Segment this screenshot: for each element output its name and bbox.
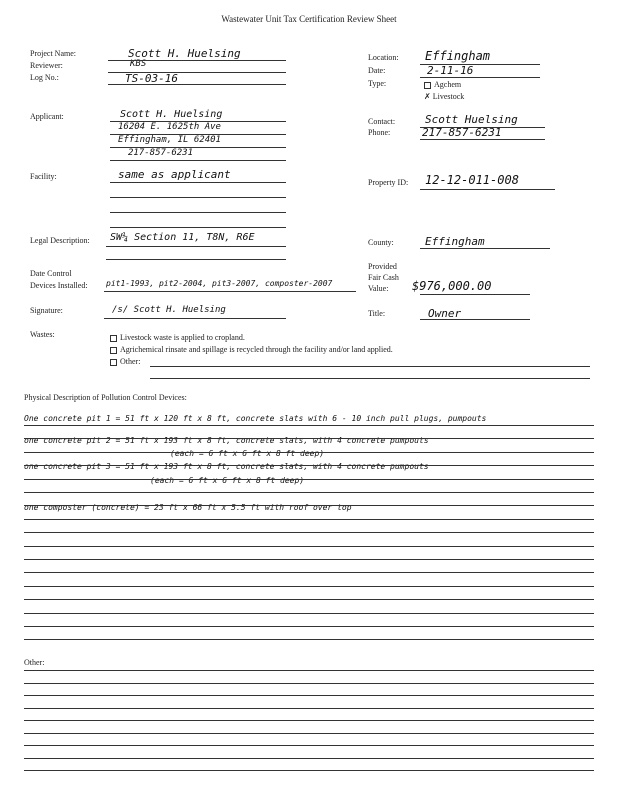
contact-rule [420, 127, 545, 128]
ruled-line [24, 479, 594, 480]
location-label: Location: [368, 53, 399, 62]
ruled-line [24, 532, 594, 533]
other-label: Other: [24, 658, 45, 667]
wastes-other-rule-2 [150, 378, 590, 379]
property-id-value: 12-12-011-008 [425, 173, 519, 187]
contact-label: Contact: [368, 117, 396, 126]
type-label: Type: [368, 79, 387, 88]
project-name-label: Project Name: [30, 49, 76, 58]
date-value: 2-11-16 [427, 64, 474, 77]
ruled-line [24, 438, 594, 439]
fair-cash-value: $976,000.00 [412, 279, 492, 293]
devices-installed-label: Devices Installed: [30, 281, 88, 290]
facility-value: same as applicant [118, 168, 231, 181]
legal-description-label: Legal Description: [30, 236, 90, 245]
date-label: Date: [368, 66, 386, 75]
devices-installed-value: pit1-1993, pit2-2004, pit3-2007, composter-2007 [106, 279, 333, 288]
legal-description-rule-1 [106, 246, 286, 247]
ruled-line [24, 695, 594, 696]
ruled-line [24, 572, 594, 573]
log-no-value: TS-03-16 [125, 72, 178, 85]
project-name-value: Scott H. Huelsing [128, 47, 241, 60]
devices-installed-rule [104, 291, 356, 292]
physical-description-label: Physical Description of Pollution Control Devices: [24, 393, 187, 402]
phone-rule [420, 139, 545, 140]
ruled-line [24, 758, 594, 759]
agchem-checkbox[interactable] [424, 82, 431, 89]
ruled-line [24, 683, 594, 684]
waste-option-agrichemical[interactable] [110, 345, 393, 354]
page-title: Wastewater Unit Tax Certification Review Sheet [221, 14, 397, 24]
description-line-1: One concrete pit 1 = 51 ft x 120 ft x 8 ft, concrete slats with 6 - 10 inch pull plugs, pumpouts [24, 414, 487, 423]
phone-value: 217-857-6231 [422, 126, 502, 139]
cropland-checkbox[interactable] [110, 335, 117, 342]
date-control-label: Date Control [30, 269, 72, 278]
fair-cash-rule [420, 294, 530, 295]
signature-label: Signature: [30, 306, 63, 315]
wastes-other-rule-1 [150, 366, 590, 367]
property-id-rule [420, 189, 555, 190]
reviewer-label: Reviewer: [30, 61, 63, 70]
log-no-rule [108, 84, 286, 85]
type-option-livestock[interactable] [424, 92, 464, 101]
ruled-line [24, 708, 594, 709]
agrichemical-label: Agrichemical rinsate and spillage is recycled through the facility and/or land applied. [120, 345, 393, 354]
facility-rule-3 [110, 212, 286, 213]
other-waste-label: Other: [120, 357, 141, 366]
ruled-line [24, 546, 594, 547]
value-label: Value: [368, 284, 389, 293]
applicant-line-2: 16204 E. 1625th Ave [118, 122, 221, 132]
county-value: Effingham [425, 235, 485, 248]
livestock-checkmark-icon[interactable]: ✗ [424, 92, 431, 101]
signature-value: /s/ Scott H. Huelsing [112, 305, 226, 315]
ruled-line [24, 492, 594, 493]
applicant-rule-4 [110, 160, 286, 161]
title-field-value: Owner [428, 307, 462, 320]
facility-label: Facility: [30, 172, 57, 181]
project-name-rule [108, 60, 286, 61]
property-id-label: Property ID: [368, 178, 409, 187]
ruled-line [24, 505, 594, 506]
provided-label: Provided [368, 262, 397, 271]
cropland-label: Livestock waste is applied to cropland. [120, 333, 245, 342]
facility-rule-4 [110, 227, 286, 228]
applicant-label: Applicant: [30, 112, 64, 121]
agchem-label: Agchem [434, 80, 462, 89]
legal-description-rule-2 [106, 259, 286, 260]
ruled-line [24, 770, 594, 771]
ruled-line [24, 599, 594, 600]
description-line-3: (each = 6 ft x 6 ft x 8 ft deep) [170, 449, 325, 458]
signature-rule [104, 318, 286, 319]
legal-description-value: SW¼ Section 11, T8N, R6E [110, 232, 255, 243]
ruled-line [24, 639, 594, 640]
ruled-line [24, 465, 594, 466]
waste-option-cropland[interactable] [110, 333, 245, 342]
applicant-rule-3 [110, 147, 286, 148]
applicant-rule-2 [110, 134, 286, 135]
title-field-rule [420, 319, 530, 320]
waste-option-other[interactable] [110, 357, 140, 366]
ruled-line [24, 559, 594, 560]
ruled-line [24, 425, 594, 426]
ruled-line [24, 733, 594, 734]
other-waste-checkbox[interactable] [110, 359, 117, 366]
ruled-line [24, 452, 594, 453]
description-line-4: one concrete pit 3 = 51 ft x 193 ft x 8 ft, concrete slats, with 4 concrete pumpouts [24, 462, 429, 471]
ruled-line [24, 586, 594, 587]
ruled-line [24, 519, 594, 520]
ruled-line [24, 745, 594, 746]
description-line-6: one composter (concrete) = 23 ft x 66 ft x 5.5 ft with roof over top [24, 503, 352, 512]
wastes-label: Wastes: [30, 330, 55, 339]
ruled-line [24, 613, 594, 614]
description-line-2: one concrete pit 2 = 51 ft x 193 ft x 8 ft, concrete slats, with 4 concrete pumpouts [24, 436, 429, 445]
agrichemical-checkbox[interactable] [110, 347, 117, 354]
reviewer-value: KBS [130, 59, 147, 69]
location-value: Effingham [425, 49, 491, 63]
applicant-line-4: 217-857-6231 [128, 148, 194, 158]
applicant-line-1: Scott H. Huelsing [120, 109, 223, 120]
reviewer-rule [108, 72, 286, 73]
ruled-line [24, 670, 594, 671]
facility-rule-1 [110, 182, 286, 183]
location-rule [420, 64, 540, 65]
log-no-label: Log No.: [30, 73, 59, 82]
phone-label: Phone: [368, 128, 391, 137]
date-rule [420, 77, 540, 78]
livestock-label: Livestock [432, 92, 465, 101]
applicant-line-3: Effingham, IL 62401 [118, 135, 221, 145]
description-line-5: (each = 6 ft x 6 ft x 8 ft deep) [150, 476, 305, 485]
title-field-label: Title: [368, 309, 386, 318]
facility-rule-2 [110, 197, 286, 198]
type-option-agchem[interactable] [424, 80, 461, 89]
county-label: County: [368, 238, 394, 247]
ruled-line [24, 626, 594, 627]
contact-value: Scott Huelsing [425, 113, 518, 126]
applicant-rule-1 [110, 121, 286, 122]
county-rule [420, 248, 550, 249]
fair-cash-label: Fair Cash [368, 273, 399, 282]
ruled-line [24, 720, 594, 721]
